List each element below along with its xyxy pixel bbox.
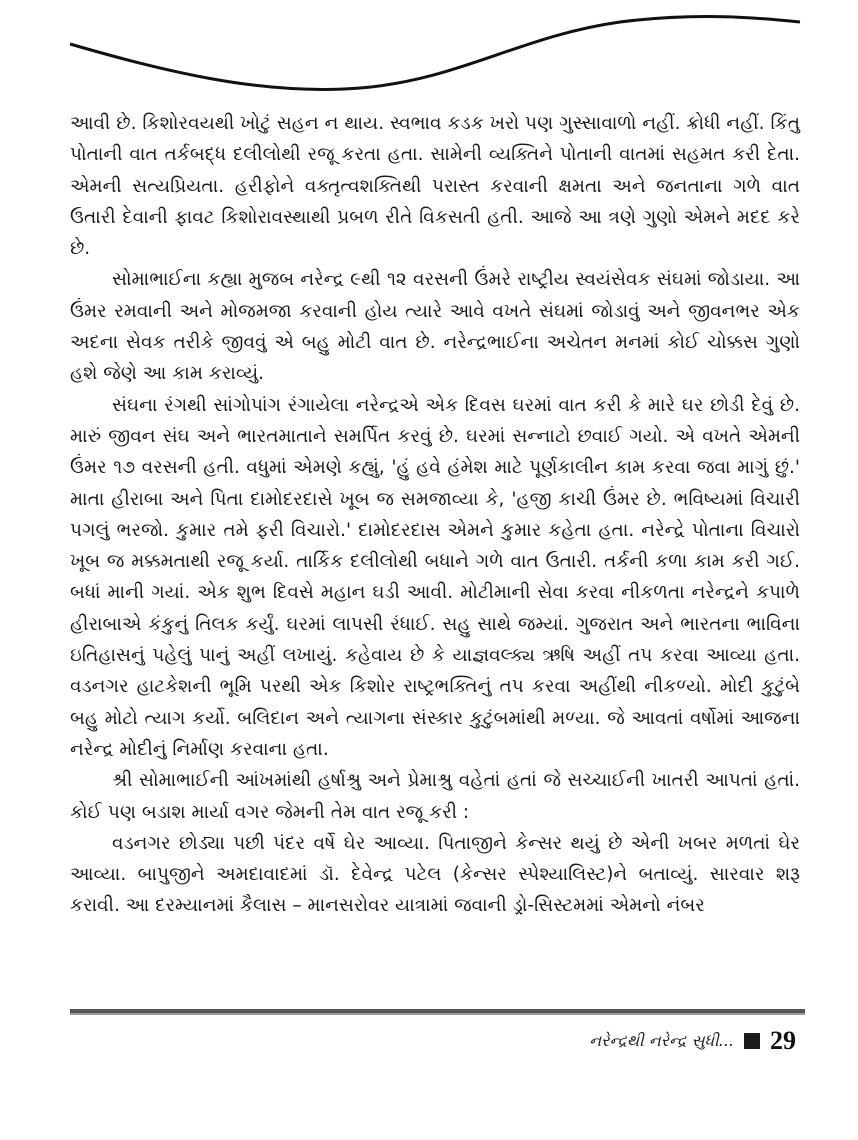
- page-footer: [589, 1026, 796, 1056]
- square-marker-icon: [744, 1033, 760, 1049]
- book-title: નરેન્દ્રથી નરેન્દ્ર સુધી...: [589, 1031, 734, 1050]
- paragraph-3: સંઘના રંગથી સાંગોપાંગ રંગાયેલા નરેન્દ્રએ એક દિવસ ઘરમાં વાત કરી કે મારે ઘર છોડી દેવું છે. મારું જીવન સંઘ અને ભારતમાતાને સમર્પિત કરવું છે. ઘરમાં સન્નાટો છવાઈ ગયો. એ વખતે એમની ઉંમર ૧૭ વરસની હતી. વધુમાં એમણે કહ્યું, 'હું હવે હંમેશ માટે પૂર્ણકાલીન કામ કરવા જવા માગું છું.' માતા હીરાબા અને પિતા દામોદરદાસે ખૂબ જ સમજાવ્યા કે, 'હજી કાચી ઉંમર છે. ભવિષ્યમાં વિચારી પગલું ભરજો. કુમાર તમે ફરી વિચારો.' દામોદરદાસ એમને કુમાર કહેતા હતા. નરેન્દ્રે પોતાના વિચારો ખૂબ જ મક્કમતાથી રજૂ કર્યા. તાર્કિક દલીલોથી બધાને ગળે વાત ઉતારી. તર્કની કળા કામ કરી ગઈ. બધાં માની ગયાં. એક શુભ દિવસે મહાન ઘડી આવી. મોટીમાની સેવા કરવા નીકળતા નરેન્દ્રને કપાળે હીરાબાએ કંકુનું તિલક કર્યું. ઘરમાં લાપસી રંધાઈ. સહુ સાથે જમ્યાં. ગુજરાત અને ભારતના ભાવિના ઇતિહાસનું પહેલું પાનું અહીં લખાયું. કહેવાય છે કે યાજ્ઞવલ્ક્ય ઋષિ અહીં તપ કરવા આવ્યા હતા. વડનગર હાટકેશની ભૂમિ પરથી એક કિશોર રાષ્ટ્રભક્તિનું તપ કરવા અહીંથી નીકળ્યો. મોદી કુટુંબે બહુ મોટો ત્યાગ કર્યો. બલિદાન અને ત્યાગના સંસ્કાર કુટુંબમાંથી મળ્યા. જે આવતાં વર્ષોમાં આજના નરેન્દ્ર મોદીનું નિર્માણ કરવાના હતા.: [70, 394, 800, 760]
- page-body: [70, 108, 800, 922]
- footer-rule: [70, 1009, 805, 1015]
- paragraph-4: શ્રી સોમાભાઈની આંખમાંથી હર્ષાશ્રુ અને પ્રેમાશ્રુ વહેતાં હતાં જે સચ્ચાઈની ખાતરી આપતાં હતાં. કોઈ પણ બડાશ માર્યા વગર જેમની તેમ વાત રજૂ કરી :: [70, 770, 800, 823]
- paragraph-2: સોમાભાઈના કહ્યા મુજબ નરેન્દ્ર ૯થી ૧૨ વરસની ઉંમરે રાષ્ટ્રીય સ્વયંસેવક સંઘમાં જોડાયા. આ ઉંમર રમવાની અને મોજમજા કરવાની હોય ત્યારે આવે વખતે સંઘમાં જોડાવું અને જીવનભર એક અદના સેવક તરીકે જીવવું એ બહુ મોટી વાત છે. નરેન્દ્રભાઈના અચેતન મનમાં કોઈ ચોક્કસ ગુણો હશે જેણે આ કામ કરાવ્યું.: [70, 269, 800, 385]
- decorative-wave: [0, 0, 858, 120]
- paragraph-5: વડનગર છોડ્યા પછી પંદર વર્ષે ઘેર આવ્યા. પિતાજીને કેન્સર થયું છે એની ખબર મળતાં ઘેર આવ્યા. બાપુજીને અમદાવાદમાં ડૉ. દેવેન્દ્ર પટેલ (કેન્સર સ્પેશ્યાલિસ્ટ)ને બતાવ્યું. સારવાર શરૂ કરાવી. આ દરમ્યાનમાં કૈલાસ – માનસરોવર યાત્રામાં જવાની ડ્રો-સિસ્ટમમાં એમનો નંબર: [70, 832, 800, 917]
- page-number: 29: [770, 1026, 796, 1055]
- paragraph-1: આવી છે. કિશોરવયથી ખોટું સહન ન થાય. સ્વભાવ કડક ખરો પણ ગુસ્સાવાળો નહીં. ક્રોધી નહીં. કિંતુ પોતાની વાત તર્કબદ્ધ દલીલોથી રજૂ કરતા હતા. સામેની વ્યક્તિને પોતાની વાતમાં સહમત કરી દેતા. એમની સત્યપ્રિયતા. હરીફોને વક્તૃત્વશક્તિથી પરાસ્ત કરવાની ક્ષમતા અને જનતાના ગળે વાત ઉતારી દેવાની ફાવટ કિશોરાવસ્થાથી પ્રબળ રીતે વિકસતી હતી. આજે આ ત્રણે ગુણો એમને મદદ કરે છે.: [70, 113, 800, 260]
